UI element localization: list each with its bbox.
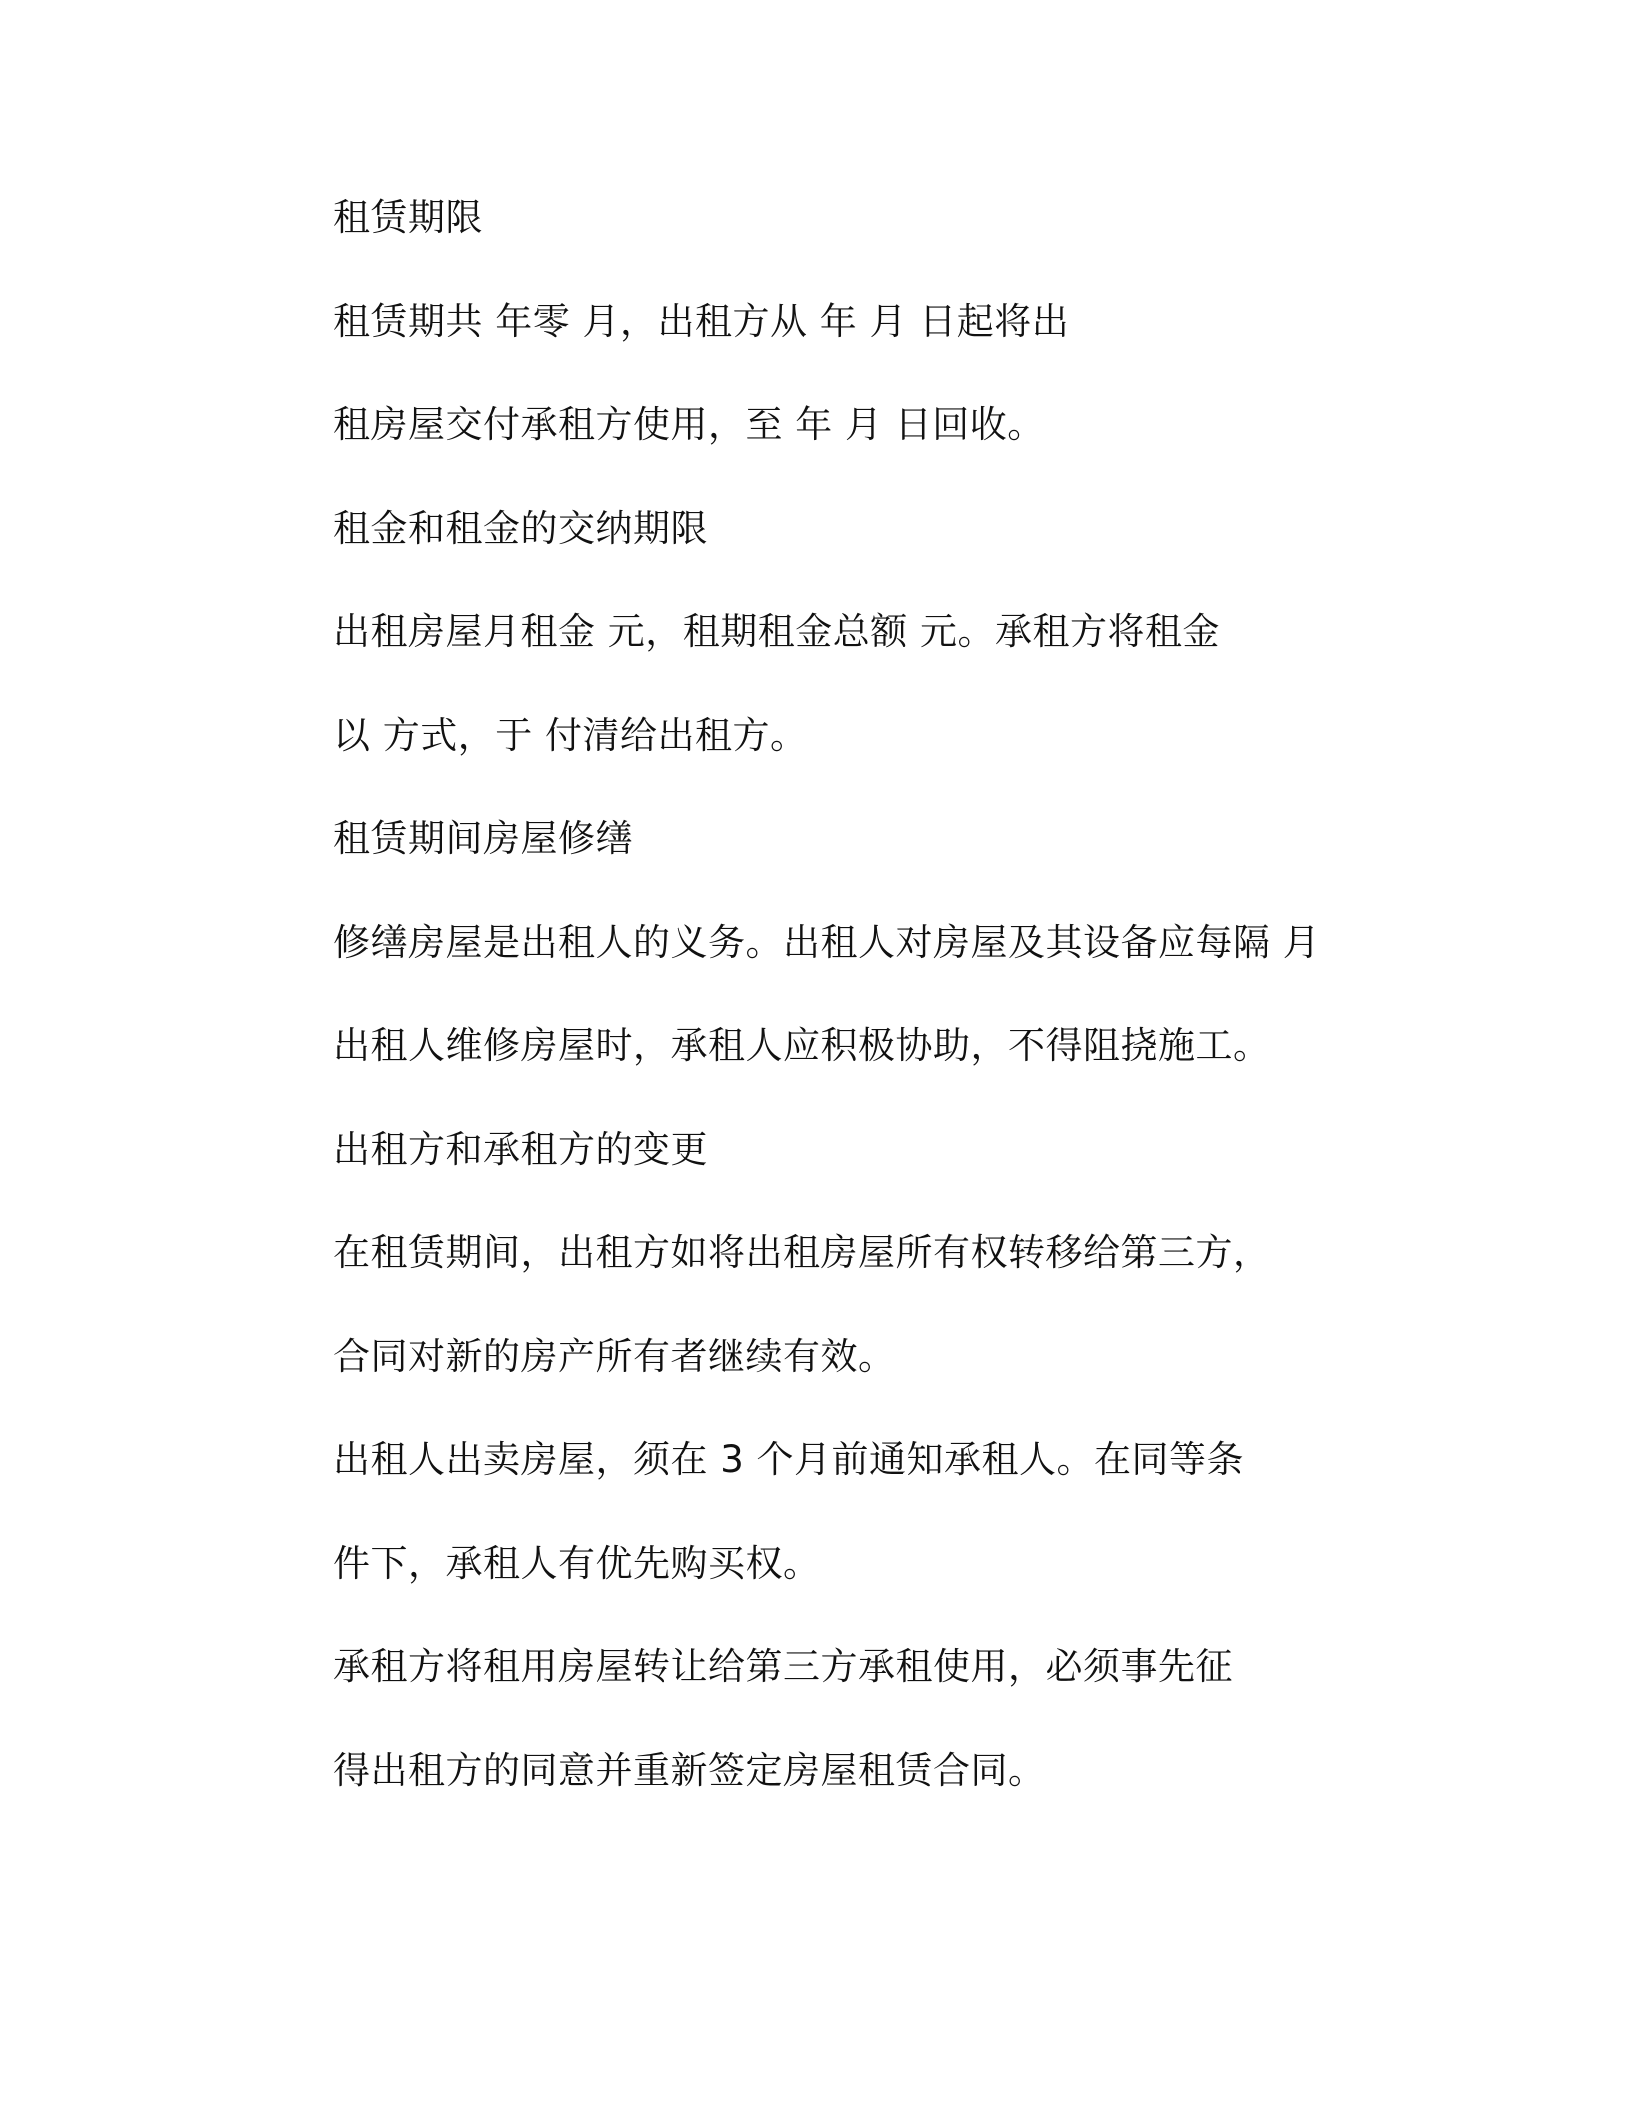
paragraph-line: 在租赁期间，出租方如将出租房屋所有权转移给第三方，	[333, 1231, 1271, 1274]
section-heading-repairs: 租赁期间房屋修缮	[333, 817, 633, 860]
paragraph-line: 以 方式，于 付清给出租方。	[333, 713, 808, 757]
paragraph-line: 租赁期共 年零 月，出租方从 年 月 日起将出	[333, 299, 1070, 343]
document-body	[333, 188, 1373, 1844]
paragraph-line: 修缮房屋是出租人的义务。出租人对房屋及其设备应每隔 月	[333, 920, 1321, 964]
section-heading-rent-payment: 租金和租金的交纳期限	[333, 506, 708, 550]
paragraph-line: 合同对新的房产所有者继续有效。	[333, 1334, 896, 1378]
paragraph-line: 得出租方的同意并重新签定房屋租赁合同。	[333, 1748, 1046, 1792]
paragraph-line: 件下，承租人有优先购买权。	[333, 1541, 821, 1585]
section-heading-lease-term: 租赁期限	[333, 196, 483, 239]
paragraph-line: 出租人出卖房屋，须在 3 个月前通知承租人。在同等条	[333, 1438, 1245, 1481]
section-heading-party-change: 出租方和承租方的变更	[333, 1127, 708, 1171]
paragraph-line: 出租房屋月租金 元，租期租金总额 元。承租方将租金	[333, 610, 1221, 653]
paragraph-line: 出租人维修房屋时，承租人应积极协助，不得阻挠施工。	[333, 1024, 1271, 1067]
paragraph-line: 承租方将租用房屋转让给第三方承租使用，必须事先征	[333, 1645, 1233, 1688]
paragraph-line: 租房屋交付承租方使用，至 年 月 日回收。	[333, 403, 1045, 446]
